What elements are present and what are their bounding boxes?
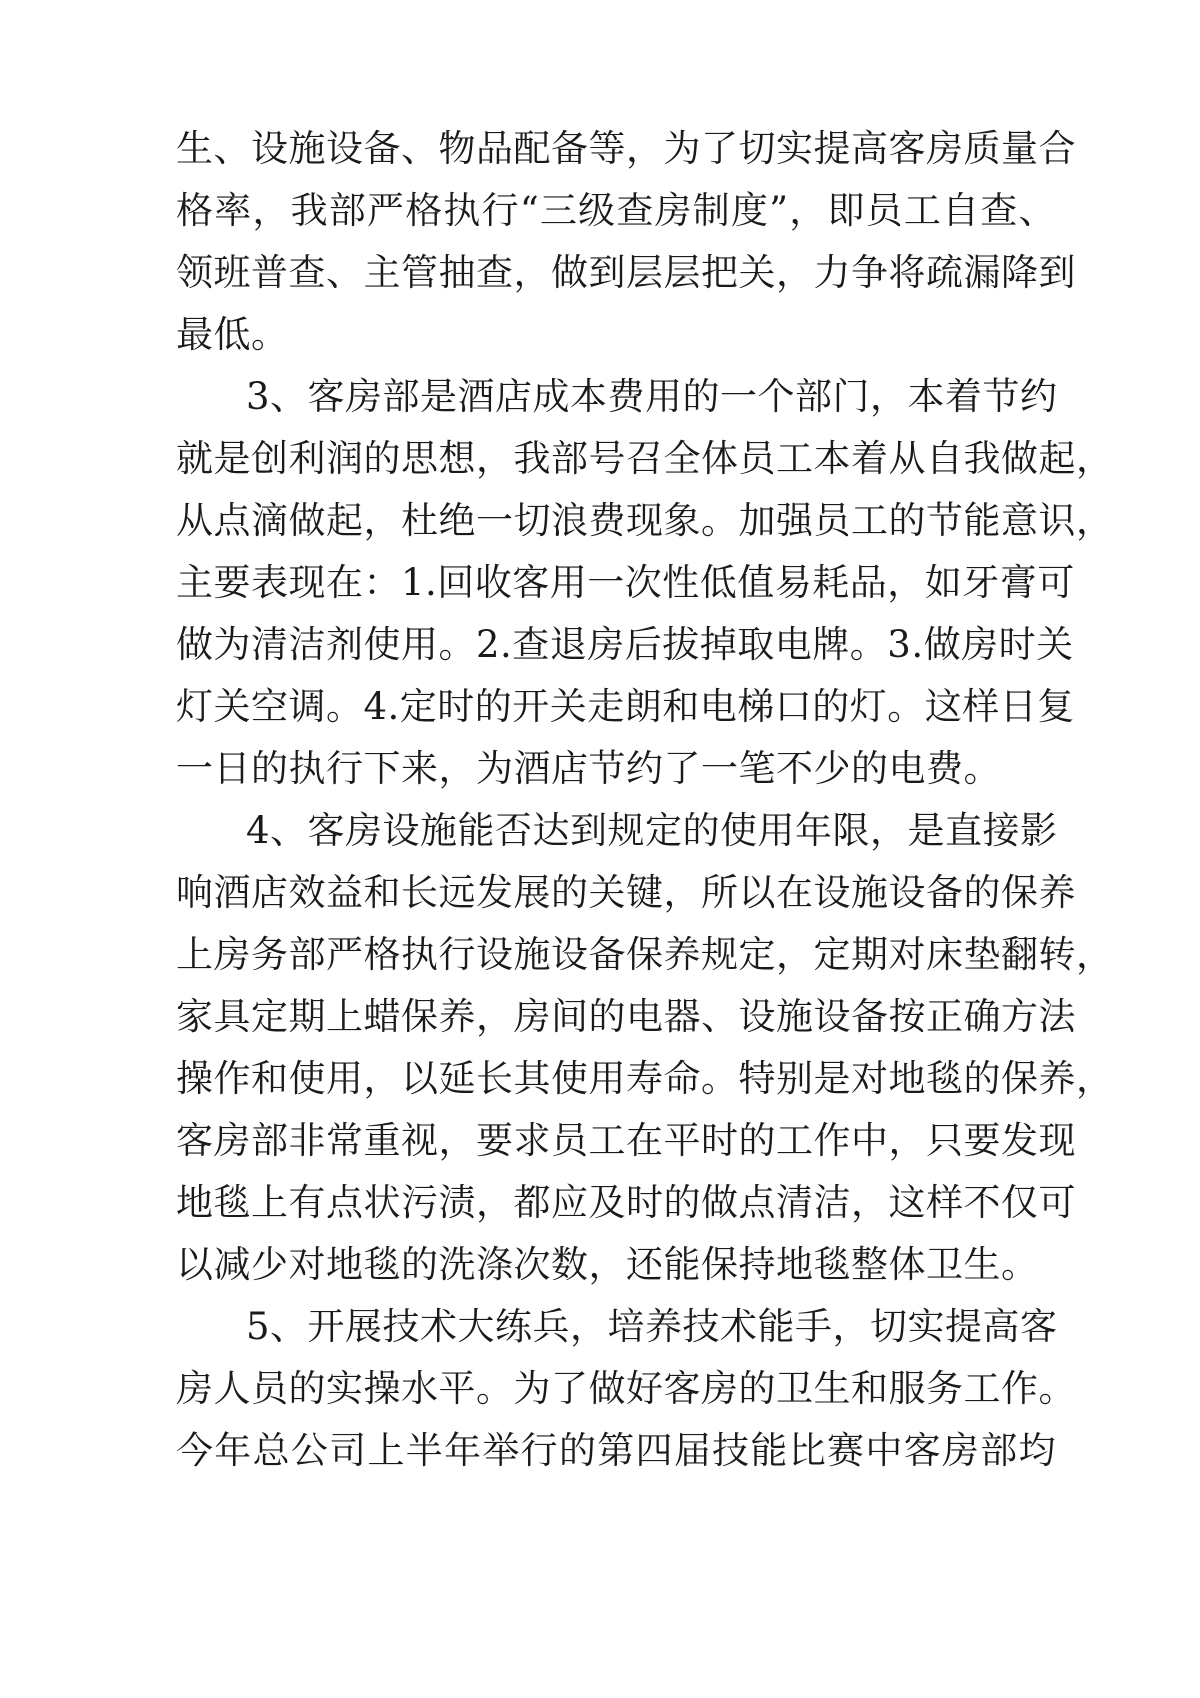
text-line: 主要表现在：1.回收客用一次性低值易耗品，如牙膏可	[176, 561, 1075, 604]
text-line: 就是创利润的思想，我部号召全体员工本着从自我做起，	[176, 437, 1114, 480]
text-line: 领班普查、主管抽查，做到层层把关，力争将疏漏降到	[176, 251, 1076, 294]
text-line: 今年总公司上半年举行的第四届技能比赛中客房部均	[176, 1429, 1056, 1472]
text-line: 家具定期上蜡保养，房间的电器、设施设备按正确方法	[176, 995, 1076, 1038]
text-line: 从点滴做起，杜绝一切浪费现象。加强员工的节能意识，	[176, 499, 1114, 542]
paragraph-start-line: 4、客房设施能否达到规定的使用年限，是直接影	[246, 809, 1058, 852]
text-line: 一日的执行下来，为酒店节约了一笔不少的电费。	[176, 747, 1001, 790]
text-line: 上房务部严格执行设施设备保养规定，定期对床垫翻转，	[176, 933, 1114, 976]
text-line: 客房部非常重视，要求员工在平时的工作中，只要发现	[176, 1119, 1076, 1162]
text-line: 灯关空调。4.定时的开关走朗和电梯口的灯。这样日复	[176, 685, 1075, 728]
text-line: 响酒店效益和长远发展的关键，所以在设施设备的保养	[176, 871, 1076, 914]
text-line: 格率，我部严格执行“三级查房制度”，即员工自查、	[176, 189, 1056, 232]
text-line: 生、设施设备、物品配备等，为了切实提高客房质量合	[176, 127, 1076, 170]
text-line: 最低。	[176, 313, 289, 356]
text-line: 地毯上有点状污渍，都应及时的做点清洁，这样不仅可	[176, 1181, 1076, 1224]
text-line: 房人员的实操水平。为了做好客房的卫生和服务工作。	[176, 1367, 1076, 1410]
text-line: 以减少对地毯的洗涤次数，还能保持地毯整体卫生。	[176, 1243, 1039, 1286]
text-line: 操作和使用，以延长其使用寿命。特别是对地毯的保养，	[176, 1057, 1114, 1100]
text-line: 做为清洁剂使用。2.查退房后拔掉取电牌。3.做房时关	[176, 623, 1074, 666]
paragraph-start-line: 3、客房部是酒店成本费用的一个部门，本着节约	[246, 375, 1058, 418]
paragraph-start-line: 5、开展技术大练兵，培养技术能手，切实提高客	[246, 1305, 1058, 1348]
body-text	[176, 118, 1114, 1482]
